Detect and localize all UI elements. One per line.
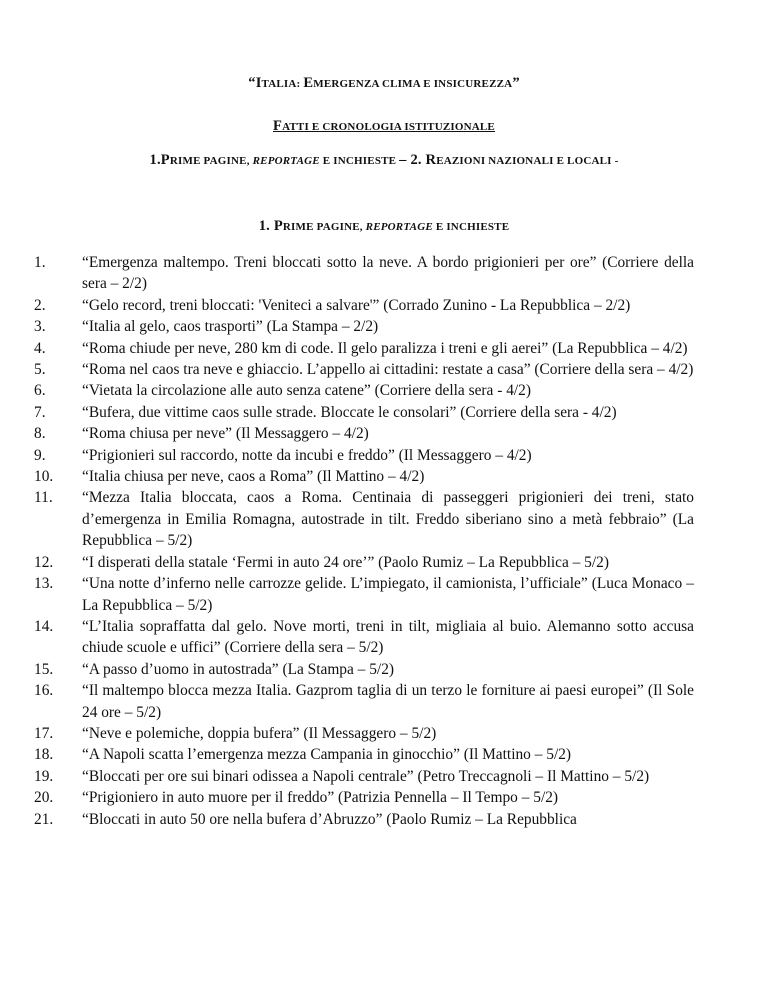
item-text: “Bufera, due vittime caos sulle strade. Bloccate le consolari” (Corriere della sera - 4/2) xyxy=(82,403,617,421)
item-text: “Vietata la circolazione alle auto senza catene” (Corriere della sera - 4/2) xyxy=(82,382,531,400)
subtitle-cap: F xyxy=(273,118,283,134)
document-subtitle xyxy=(0,118,768,135)
list-item xyxy=(34,680,694,723)
document-title xyxy=(0,75,768,92)
list-item xyxy=(34,445,694,466)
title-small-caps: MERGENZA CLIMA E INSICUREZZA xyxy=(313,78,513,90)
item-text: “Emergenza maltempo. Treni bloccati sotto la neve. A bordo prigionieri per ore” (Corriere della sera – 2/2) xyxy=(82,254,694,293)
item-text: “Neve e polemiche, doppia bufera” (Il Messaggero – 5/2) xyxy=(82,724,437,742)
list-item xyxy=(34,295,694,316)
item-text: “Prigionieri sul raccordo, notte da incubi e freddo” (Il Messaggero – 4/2) xyxy=(82,446,532,464)
list-item xyxy=(34,659,694,680)
item-text: “Prigioniero in auto muore per il freddo” (Patrizia Pennella – Il Tempo – 5/2) xyxy=(82,789,559,807)
item-text: “I disperati della statale ‘Fermi in auto 24 ore’” (Paolo Rumiz – La Repubblica – 5/2) xyxy=(82,553,609,571)
sections-number: 1. xyxy=(149,152,161,168)
sections-cap: P xyxy=(160,152,170,168)
item-text: “L’Italia sopraffatta dal gelo. Nove morti, treni in tilt, migliaia al buio. Alemanno sotto accusa chiude scuole e uffici” (Corriere della sera – 5/2) xyxy=(82,617,694,657)
list-item xyxy=(34,744,694,765)
item-number: 14. xyxy=(34,617,54,635)
title-close-quote: ” xyxy=(512,75,520,91)
item-number: 21. xyxy=(34,810,54,828)
item-text: “Roma chiusa per neve” (Il Messaggero – 4/2) xyxy=(82,425,369,443)
item-number: 13. xyxy=(34,575,54,593)
list-item xyxy=(34,616,694,659)
item-text: “Roma chiude per neve, 280 km di code. Il gelo paralizza i treni e gli aerei” (La Repubblica – 4/2) xyxy=(82,339,688,357)
title-small-caps: TALIA: xyxy=(261,78,304,90)
item-text: “A Napoli scatta l’emergenza mezza Campania in ginocchio” (Il Mattino – 5/2) xyxy=(82,746,572,764)
list-item xyxy=(34,252,694,295)
item-text: “Italia al gelo, caos trasporti” (La Stampa – 2/2) xyxy=(82,318,379,336)
list-item xyxy=(34,552,694,573)
list-item xyxy=(34,359,694,380)
item-text: “Bloccati per ore sui binari odissea a Napoli centrale” (Petro Treccagnoli – Il Mattino – 5/2) xyxy=(82,767,650,785)
item-number: 15. xyxy=(34,660,54,678)
item-number: 11. xyxy=(34,489,53,507)
item-text: “Bloccati in auto 50 ore nella bufera d’Abruzzo” (Paolo Rumiz – La Repubblica xyxy=(82,810,577,828)
item-number: 9. xyxy=(34,446,46,464)
list-item xyxy=(34,316,694,337)
item-number: 12. xyxy=(34,553,54,571)
item-number: 1. xyxy=(34,254,46,271)
sections-small-caps: EAZIONI NAZIONALI E LOCALI - xyxy=(436,155,619,167)
list-item xyxy=(34,380,694,401)
item-number: 7. xyxy=(34,403,46,421)
item-number: 2. xyxy=(34,296,46,314)
item-number: 20. xyxy=(34,789,54,807)
item-text: “Gelo record, treni bloccati: 'Veniteci a salvare'” (Corrado Zunino - La Repubblica – 2/2) xyxy=(82,296,631,314)
item-text: “Roma nel caos tra neve e ghiaccio. L’appello ai cittadini: restate a casa” (Corriere della sera – 4/2) xyxy=(82,361,694,379)
sections-number: – 2. xyxy=(399,152,426,168)
headline-list xyxy=(34,252,694,830)
list-item xyxy=(34,338,694,359)
title-open-quote: “ xyxy=(248,75,256,91)
item-number: 17. xyxy=(34,724,54,742)
list-item xyxy=(34,487,694,551)
item-text: “Il maltempo blocca mezza Italia. Gazprom taglia di un terzo le forniture ai paesi europei” (Il Sole 24 ore – 5/2) xyxy=(82,682,694,721)
subtitle-small-caps: ATTI E CRONOLOGIA ISTITUZIONALE xyxy=(282,121,495,133)
section-number: 1. xyxy=(258,218,274,234)
item-number: 5. xyxy=(34,361,46,379)
item-text: “Una notte d’inferno nelle carrozze gelide. L’impiegato, il camionista, l’ufficiale” (Luca Monaco – La Repubblica – 5/2) xyxy=(82,575,694,614)
list-item xyxy=(34,809,694,830)
item-number: 18. xyxy=(34,746,54,764)
item-number: 19. xyxy=(34,767,54,785)
list-item xyxy=(34,787,694,808)
sections-small-caps: E INCHIESTE xyxy=(319,155,400,167)
list-item xyxy=(34,766,694,787)
sections-italic: REPORTAGE xyxy=(252,155,320,167)
item-number: 6. xyxy=(34,382,46,400)
list-item xyxy=(34,573,694,616)
item-number: 3. xyxy=(34,318,46,336)
title-cap: E xyxy=(303,75,314,91)
item-number: 4. xyxy=(34,339,46,357)
section-italic: REPORTAGE xyxy=(365,221,433,233)
section-small-caps: E INCHIESTE xyxy=(432,221,510,233)
section-cap: P xyxy=(273,218,283,234)
list-item xyxy=(34,402,694,423)
list-item xyxy=(34,423,694,444)
item-text: “A passo d’uomo in autostrada” (La Stampa – 5/2) xyxy=(82,660,395,678)
title-cap: I xyxy=(255,75,262,91)
sections-cap: R xyxy=(425,152,437,168)
item-number: 8. xyxy=(34,425,46,443)
list-item xyxy=(34,466,694,487)
item-text: “Italia chiusa per neve, caos a Roma” (Il Mattino – 4/2) xyxy=(82,468,425,486)
section-1-heading xyxy=(0,218,768,235)
item-number: 16. xyxy=(34,682,54,700)
sections-summary xyxy=(0,152,768,169)
section-small-caps: RIME PAGINE, xyxy=(282,221,366,233)
list-item xyxy=(34,723,694,744)
item-text: “Mezza Italia bloccata, caos a Roma. Centinaia di passeggeri prigionieri dei treni, stato d’emergenza in Emilia Romagna, autostrade in tilt. Freddo siberiano sino a metà febbraio” (La Repubblica – 5/2) xyxy=(82,489,694,550)
sections-small-caps: RIME PAGINE, xyxy=(169,155,253,167)
item-number: 10. xyxy=(34,468,54,486)
